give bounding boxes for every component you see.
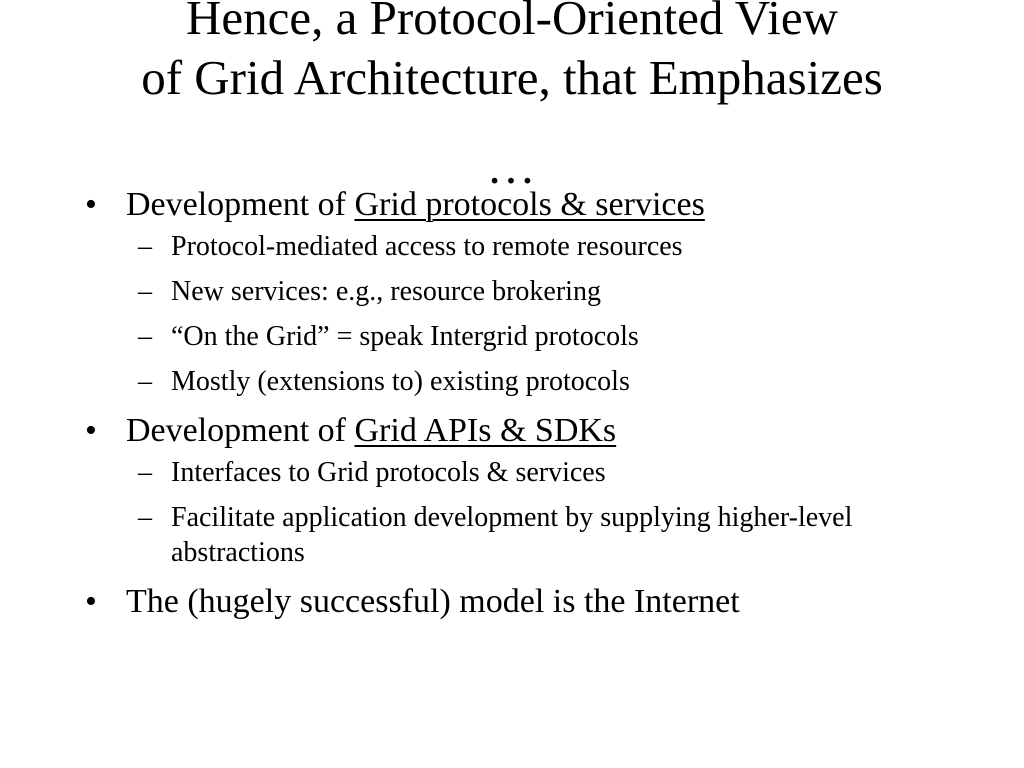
sub-list xyxy=(126,455,1024,570)
sub-list xyxy=(126,229,1024,399)
sub-item-text: Facilitate application development by supplying higher-level abstractions xyxy=(171,502,853,568)
dash-marker: – xyxy=(138,321,152,352)
dash-marker: – xyxy=(138,231,152,262)
dash-marker: – xyxy=(138,502,152,533)
sub-item-text: Mostly (extensions to) existing protocols xyxy=(171,366,630,397)
sub-item-text: Interfaces to Grid protocols & services xyxy=(171,457,606,488)
bullet-prefix: Development of xyxy=(126,186,355,223)
slide-title xyxy=(0,0,1024,194)
sub-item xyxy=(126,500,961,570)
sub-item xyxy=(126,455,961,490)
bullet-marker: • xyxy=(85,583,97,620)
sub-item xyxy=(126,319,961,354)
bullet-prefix: Development of xyxy=(126,412,355,449)
sub-item xyxy=(126,229,961,264)
bullet-list xyxy=(0,183,1024,630)
sub-item-text: Protocol-mediated access to remote resources xyxy=(171,231,683,262)
dash-marker: – xyxy=(138,366,152,397)
sub-item-text: “On the Grid” = speak Intergrid protocols xyxy=(171,321,639,352)
bullet-item-internet-model xyxy=(0,580,1024,624)
title-line-1: Hence, a Protocol-Oriented View xyxy=(186,0,838,45)
dash-marker: – xyxy=(138,457,152,488)
title-line-2: of Grid Architecture, that Emphasizes xyxy=(141,50,883,105)
bullet-emphasis: Grid APIs & SDKs xyxy=(354,412,617,449)
bullet-marker: • xyxy=(85,412,97,449)
sub-item-text: New services: e.g., resource brokering xyxy=(171,276,601,307)
bullet-item-grid-protocols xyxy=(0,183,1024,399)
sub-item xyxy=(126,274,961,309)
bullet-emphasis: Grid protocols & services xyxy=(354,186,705,223)
bullet-item-grid-apis xyxy=(0,409,1024,570)
sub-item xyxy=(126,364,961,399)
bullet-marker: • xyxy=(85,186,97,223)
dash-marker: – xyxy=(138,276,152,307)
title-ellipsis: … xyxy=(486,139,538,194)
bullet-text: The (hugely successful) model is the Internet xyxy=(126,583,740,620)
